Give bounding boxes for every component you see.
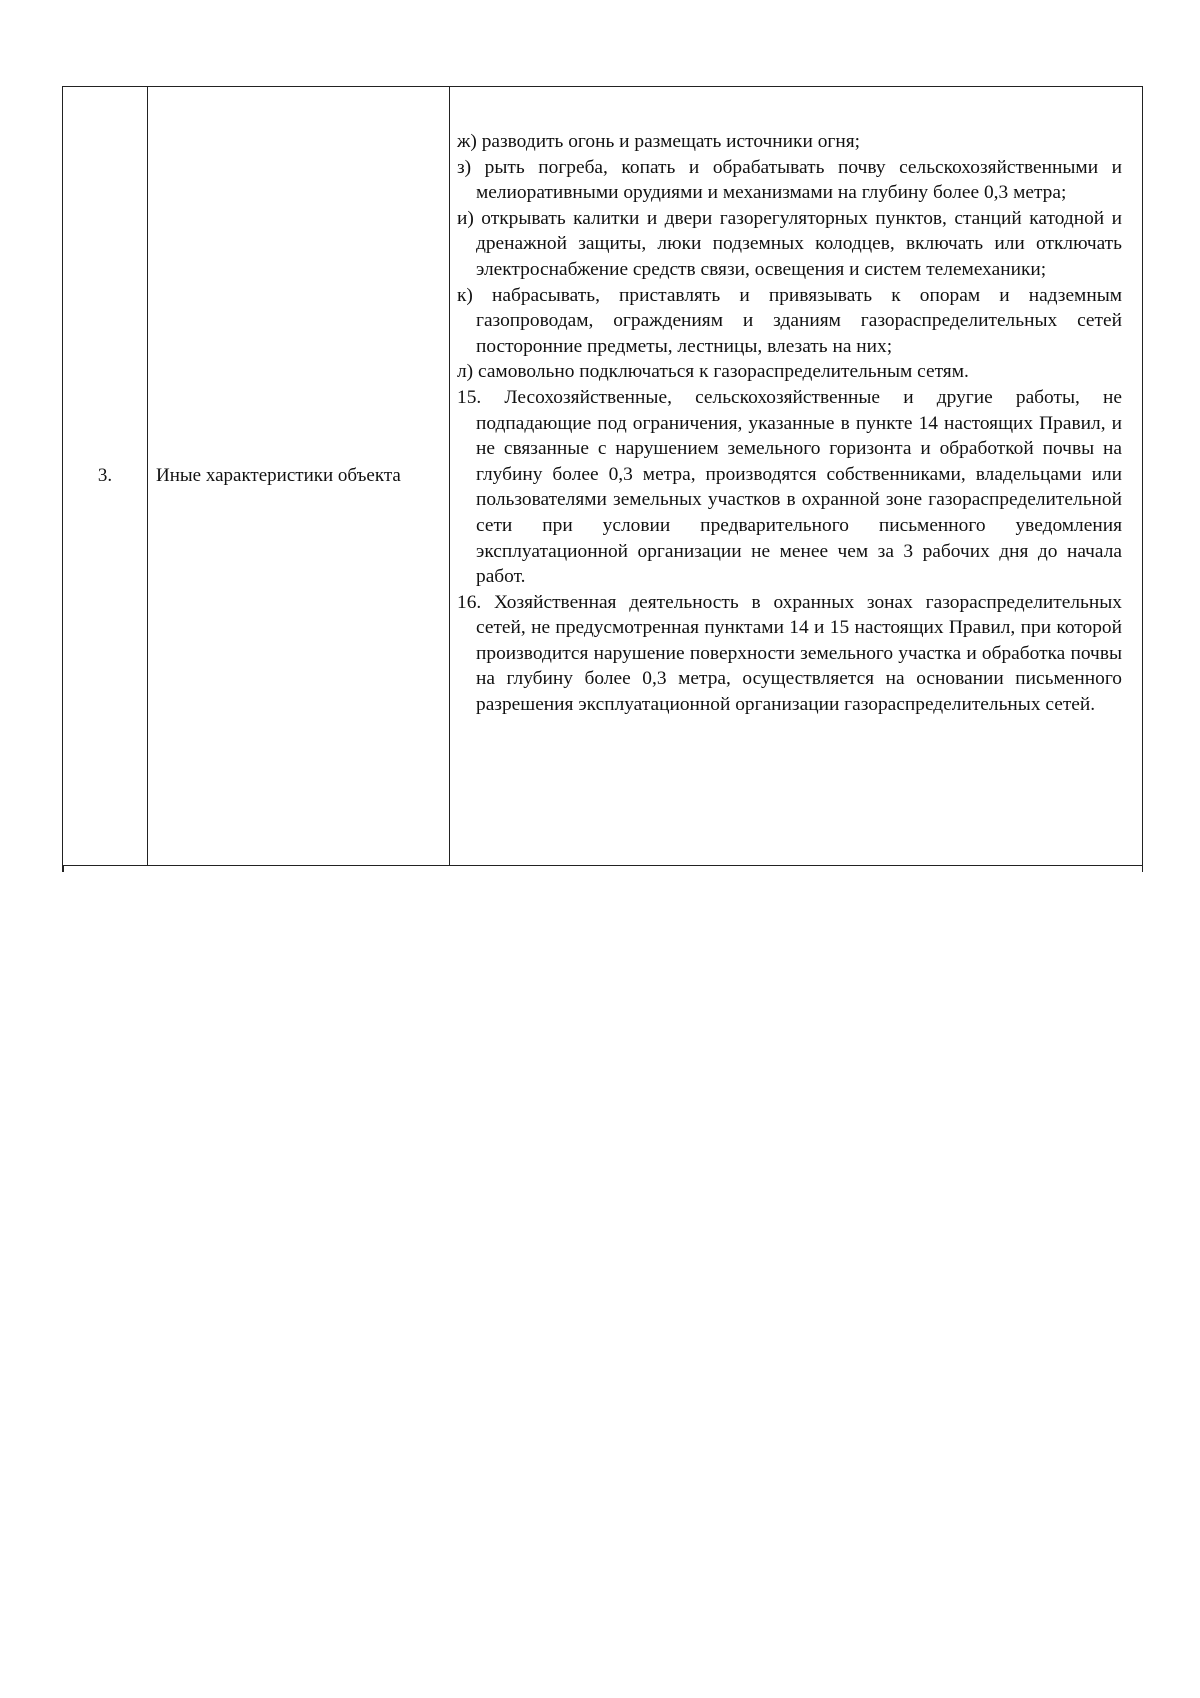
paragraph-i: и) открывать калитки и двери газорегуляторных пунктов, станций катодной и дренажной защиты, люки подземных колодцев, включать или отключать электроснабжение средств связи, освещения и систем телемеханики;	[457, 207, 1122, 280]
row-description	[450, 87, 1143, 866]
paragraph-zh: ж) разводить огонь и размещать источники огня;	[457, 131, 861, 152]
paragraph-16: 16. Хозяйственная деятельность в охранных зонах газораспределительных сетей, не предусмотренная пунктами 14 и 15 настоящих Правил, при которой производится нарушение поверхности земельного участка и обработка почвы на глубину более 0,3 метра, осуществляется на основании письменного разрешения эксплуатационной организации газораспределительных сетей.	[457, 591, 1122, 716]
characteristics-table	[62, 86, 1143, 866]
left-border-tick	[62, 866, 64, 872]
row-number: 3.	[63, 87, 148, 866]
paragraph-k: к) набрасывать, приставлять и привязывать к опорам и надземным газопроводам, ограждениям и зданиям газораспределительных сетей посторонние предметы, лестницы, влезать на них;	[457, 284, 1122, 357]
table-bottom-continuation	[62, 866, 1143, 872]
right-border-tick	[1142, 866, 1144, 872]
table-row	[63, 87, 1143, 866]
paragraph-l: л) самовольно подключаться к газораспределительным сетям.	[457, 361, 969, 383]
paragraph-z: з) рыть погреба, копать и обрабатывать почву сельскохозяйственными и мелиоративными орудиями и механизмами на глубину более 0,3 метра;	[457, 156, 1122, 204]
paragraph-15: 15. Лесохозяйственные, сельскохозяйственные и другие работы, не подпадающие под ограничения, указанные в пункте 14 настоящих Правил, и не связанные с нарушением земельного горизонта и обработкой почвы на глубину более 0,3 метра, производятся собственниками, владельцами или пользователями земельных участков в охранной зоне газораспределительной сети при условии предварительного письменного уведомления эксплуатационной организации не менее чем за 3 рабочих дня до начала работ.	[457, 386, 1122, 588]
row-name: Иные характеристики объекта	[148, 87, 450, 866]
